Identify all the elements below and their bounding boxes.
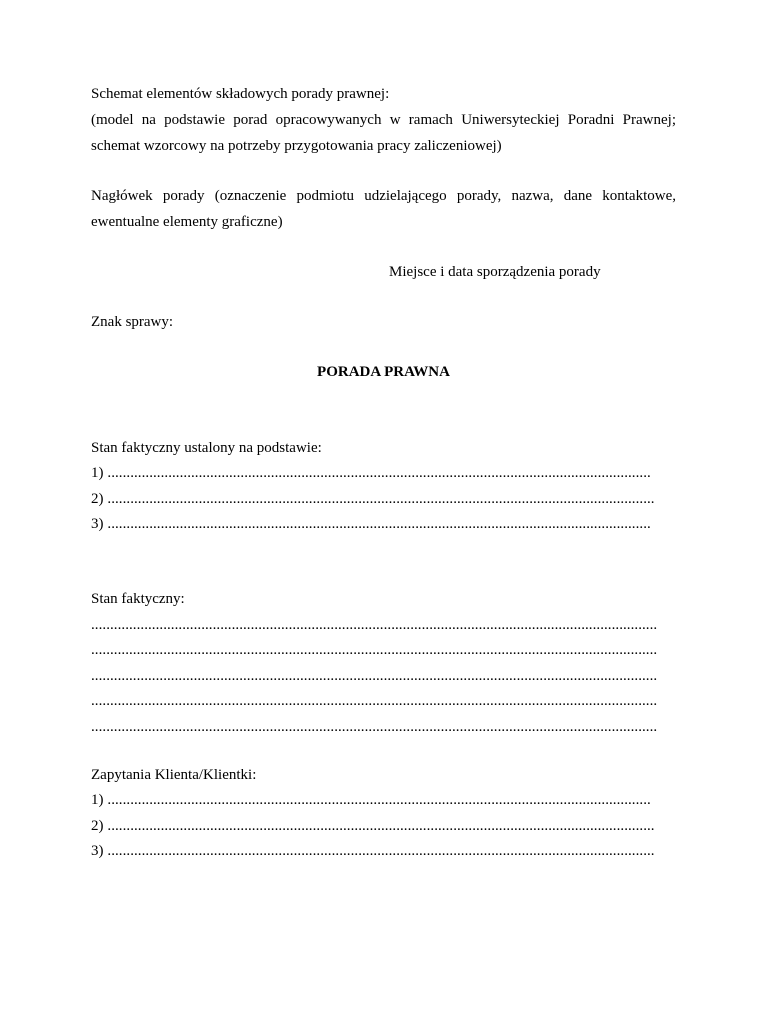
header-description-line-1: Nagłówek porady (oznaczenie podmiotu udzielającego porady, nazwa, dane kontaktowe, — [91, 188, 676, 204]
document-title: PORADA PRAWNA — [317, 364, 450, 380]
facts-heading: Stan faktyczny: — [91, 591, 185, 607]
facts-line-5: ..................................................................................................................................................... — [91, 719, 658, 735]
questions-item-3: 3) ................................................................................................................................................ — [91, 843, 655, 859]
case-number-label: Znak sprawy: — [91, 314, 174, 330]
facts-line-2: ..................................................................................................................................................... — [91, 642, 658, 658]
questions-item-2: 2) ................................................................................................................................................ — [91, 818, 655, 834]
schema-description-line-1: (model na podstawie porad opracowywanych w ramach Uniwersyteckiej Poradni Prawnej; — [91, 112, 676, 128]
basis-item-1: 1) ............................................................................................................................................... — [91, 465, 651, 481]
schema-title: Schemat elementów składowych porady prawnej: — [91, 86, 390, 102]
questions-heading: Zapytania Klienta/Klientki: — [91, 767, 257, 783]
facts-line-3: ..................................................................................................................................................... — [91, 668, 658, 684]
facts-line-4: ..................................................................................................................................................... — [91, 693, 658, 709]
schema-description-line-2: schemat wzorcowy na potrzeby przygotowania pracy zaliczeniowej) — [91, 138, 502, 154]
basis-item-3: 3) ............................................................................................................................................... — [91, 516, 651, 532]
facts-line-1: ..................................................................................................................................................... — [91, 617, 658, 633]
basis-heading: Stan faktyczny ustalony na podstawie: — [91, 440, 322, 456]
basis-item-2: 2) ................................................................................................................................................ — [91, 491, 655, 507]
place-and-date: Miejsce i data sporządzenia porady — [389, 264, 601, 280]
header-description-line-2: ewentualne elementy graficzne) — [91, 214, 283, 230]
questions-item-1: 1) ............................................................................................................................................... — [91, 792, 651, 808]
